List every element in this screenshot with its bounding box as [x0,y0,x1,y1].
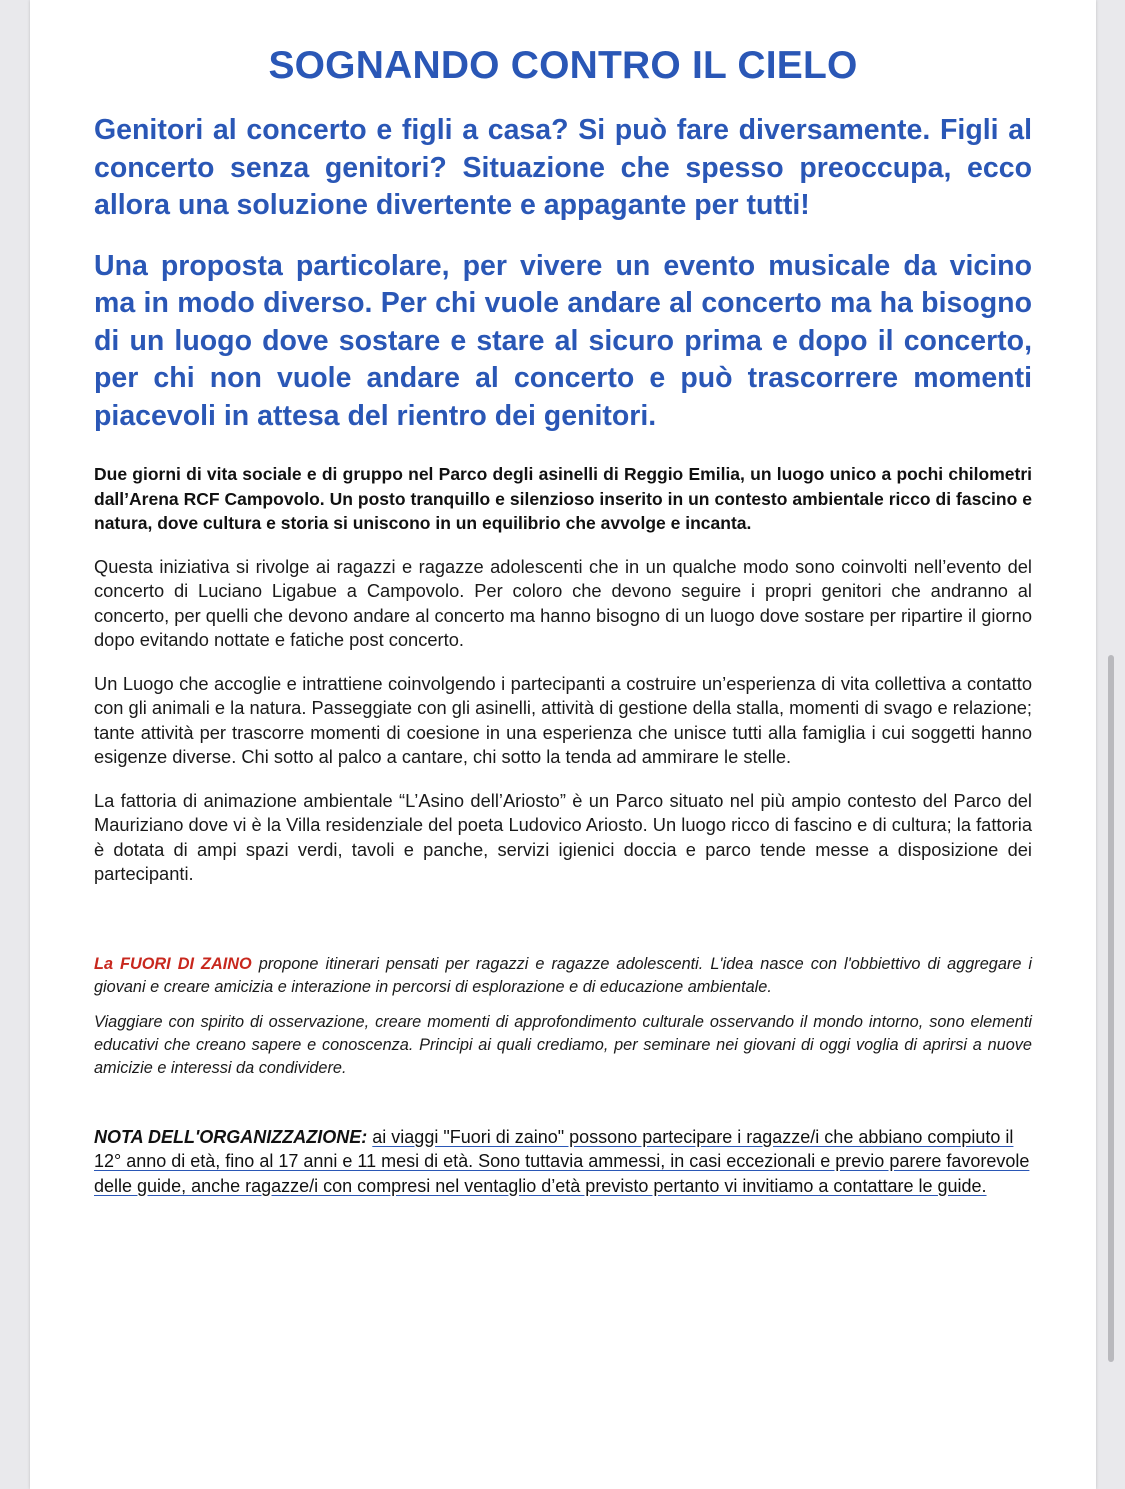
body-paragraph-1: Questa iniziativa si rivolge ai ragazzi e ragazze adolescenti che in un qualche modo sono coinvolti nell’evento del concerto di Luciano Ligabue a Campovolo. Per coloro che devono seguire i propri genitori che andranno al concerto, per quelli che devono andare al concerto ma hanno bisogno di un luogo dove sostare per ripartire il giorno dopo evitando nottate e fatiche post concerto. [94,555,1033,650]
line-description [94,953,1032,999]
line-description-text: propone itinerari pensati per ragazzi e ragazze adolescenti. L'idea nasce con l'obbiettivo di aggregare i giovani e creare amicizia e interazione in percorsi di esplorazione e di educazione ambientale. [94,954,1033,996]
organization-note [94,1125,1032,1199]
note-text: ai viaggi "Fuori di zaino" possono partecipare i ragazze/i che abbiano compiuto il 12° anno di età, fino al 17 anni e 11 mesi di età. Sono tuttavia ammessi, in casi eccezionali e previo parere favorevole delle guide, anche ragazze/i con compresi nel ventaglio d’età previsto pertanto vi invitiamo a contattare le guide. [94,1126,1030,1196]
vertical-scrollbar[interactable] [1108,655,1114,1362]
body-paragraph-3: La fattoria di animazione ambientale “L’Asino dell’Ariosto” è un Parco situato nel più ampio contesto del Parco del Mauriziano dove vi è la Villa residenziale del poeta Ludovico Ariosto. Un luogo ricco di fascino e di cultura; la fattoria è dotata di ampi spazi verdi, tavoli e panche, servizi igienici doccia e parco tende messe a disposizione dei partecipanti. [94,789,1032,884]
line-paragraph-2: Viaggiare con spirito di osservazione, creare momenti di approfondimento culturale osservando il mondo intorno, sono elementi educativi che creano sapere e conoscenza. Principi ai quali crediamo, per seminare nei giovani di oggi voglia di aprirsi a nuove amicizie e interessi da condividere. [94,1012,1032,1077]
line-prefix: La [94,954,114,973]
document-page [30,0,1096,1489]
document-content [94,40,1032,1198]
intro-paragraph: Due giorni di vita sociale e di gruppo nel Parco degli asinelli di Reggio Emilia, un luogo unico a pochi chilometri dall’Arena RCF Campovolo. Un posto tranquillo e silenzioso inserito in un contesto ambientale ricco di fascino e natura, dove cultura e storia si uniscono in un equilibrio che avvolge e incanta. [94,464,1032,533]
brand-name: FUORI DI ZAINO [120,954,252,973]
lead-paragraph-2: Una proposta particolare, per vivere un evento musicale da vicino ma in modo diverso. Per chi vuole andare al concerto ma ha bisogno di un luogo dove sostare e stare al sicuro prima e dopo il concerto, per chi non vuole andare al concerto e può trascorrere momenti piacevoli in attesa del rientro dei genitori. [94,249,1032,432]
body-paragraph-2: Un Luogo che accoglie e intrattiene coinvolgendo i partecipanti a costruire un’esperienza di vita collettiva a contatto con gli animali e la natura. Passeggiate con gli asinelli, attività di gestione della stalla, momenti di svago e relazione; tante attività per trascorre momenti di coesione in una esperienza che unisce tutti alla famiglia i cui soggetti hanno esigenze diverse. Chi sotto al palco a cantare, chi sotto la tenda ad ammirare le stelle. [94,672,1032,767]
page-title: SOGNANDO CONTRO IL CIELO [268,44,858,87]
note-label: NOTA DELL'ORGANIZZAZIONE: [94,1126,368,1147]
lead-paragraph-1: Genitori al concerto e figli a casa? Si può fare diversamente. Figli al concerto senza genitori? Situazione che spesso preoccupa, ecco allora una soluzione divertente e appagante per tutti! [94,114,1032,221]
